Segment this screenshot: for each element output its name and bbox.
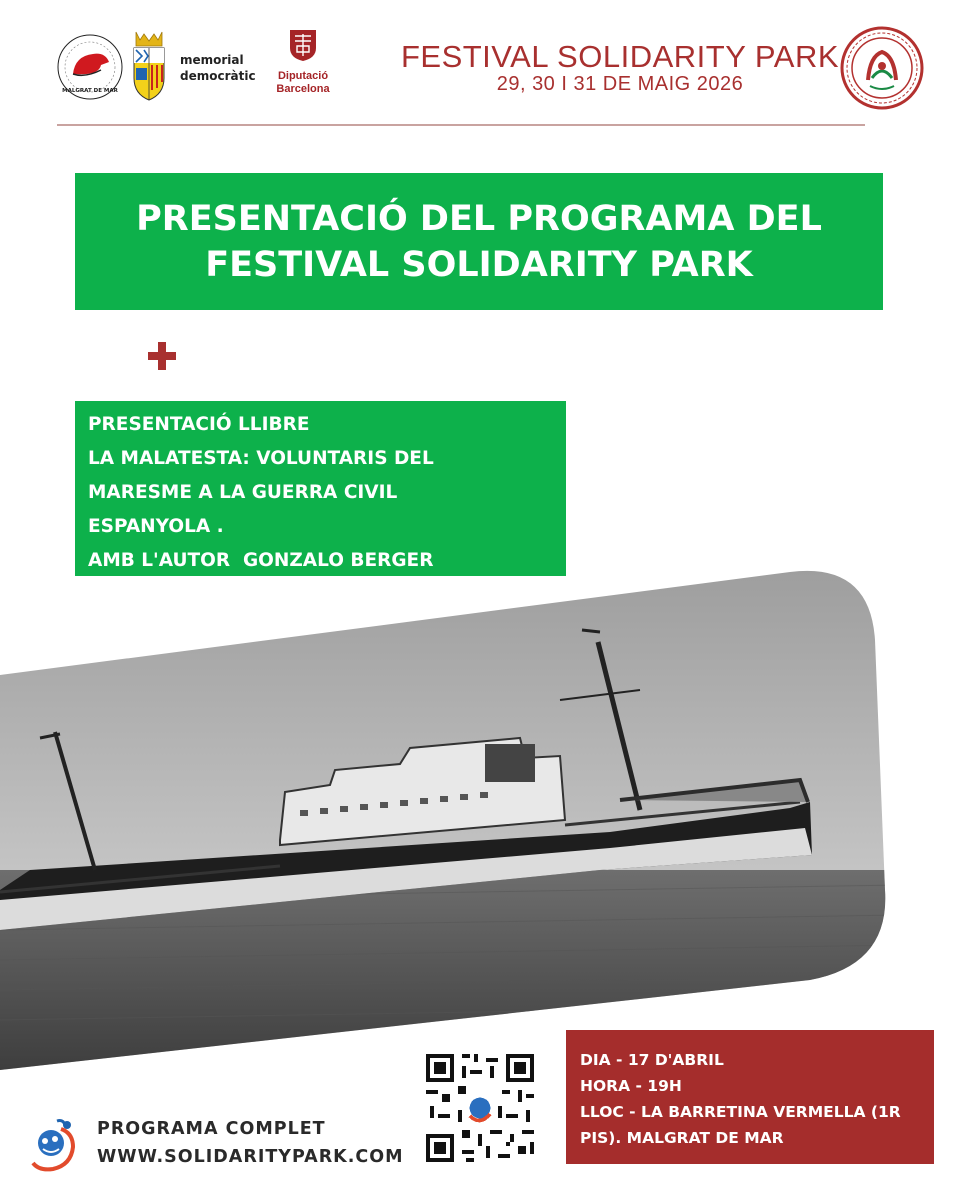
book-presentation-banner bbox=[75, 401, 566, 576]
main-banner-text: PRESENTACIÓ DEL PROGRAMA DEL FESTIVAL SOLIDARITY PARK bbox=[136, 198, 822, 285]
book-line: LA MALATESTA: VOLUNTARIS DEL bbox=[88, 448, 434, 469]
book-line: ESPANYOLA . bbox=[88, 516, 224, 537]
ship-photo bbox=[0, 570, 960, 1070]
event-details-box bbox=[566, 1030, 934, 1164]
diputacio-barcelona-logo bbox=[273, 28, 333, 108]
no-pasaran-seal-logo bbox=[840, 26, 924, 110]
website-link[interactable]: WWW.SOLIDARITYPARK.COM bbox=[97, 1147, 404, 1167]
event-date: DIA - 17 D'ABRIL bbox=[580, 1051, 724, 1069]
memorial-line1: memorial bbox=[180, 53, 244, 67]
memorial-line2: democràtic bbox=[180, 69, 256, 83]
festival-dates: 29, 30 I 31 DE MAIG 2026 bbox=[496, 73, 744, 95]
barretina-logo-text: MALGRAT DE MAR bbox=[62, 88, 118, 94]
festival-title: FESTIVAL SOLIDARITY PARK bbox=[400, 39, 840, 74]
book-line: PRESENTACIÓ LLIBRE bbox=[88, 414, 310, 435]
plus-icon bbox=[146, 340, 178, 372]
diputacio-line1: Diputació bbox=[277, 70, 329, 82]
barretina-logo bbox=[55, 32, 125, 102]
book-line: AMB L'AUTOR GONZALO BERGER bbox=[88, 550, 434, 571]
diputacio-mark-icon bbox=[288, 28, 318, 62]
event-place-cont: PIS). MALGRAT DE MAR bbox=[580, 1129, 784, 1147]
partner-logos bbox=[55, 28, 345, 108]
event-place: LLOC - LA BARRETINA VERMELLA (1R bbox=[580, 1103, 901, 1121]
solidarity-park-logo bbox=[27, 1117, 83, 1173]
book-line: MARESME A LA GUERRA CIVIL bbox=[88, 482, 398, 503]
memorial-democratic-logo bbox=[180, 52, 260, 88]
diputacio-line2: Barcelona bbox=[276, 83, 330, 95]
event-time: HORA - 19H bbox=[580, 1077, 682, 1095]
main-banner bbox=[75, 173, 883, 310]
programa-label: PROGRAMA COMPLET bbox=[97, 1119, 326, 1139]
municipal-shield-logo bbox=[130, 30, 168, 102]
header-divider bbox=[57, 124, 865, 126]
qr-code-icon[interactable] bbox=[422, 1050, 538, 1166]
